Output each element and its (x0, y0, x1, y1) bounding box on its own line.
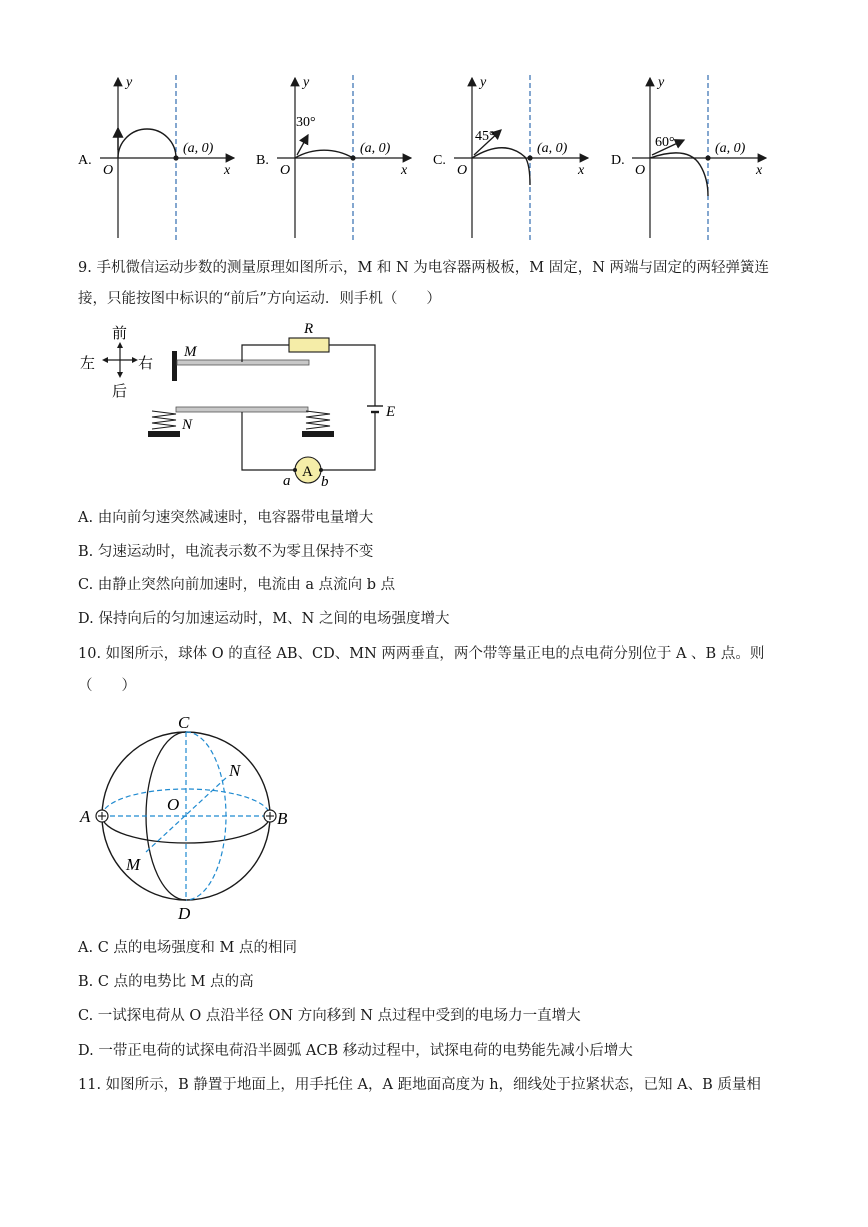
svg-text:N: N (182, 417, 193, 433)
svg-text:O: O (167, 795, 180, 814)
option-letter: C. (433, 153, 446, 168)
point-label: (a, 0) (537, 141, 568, 156)
angle-label: 45° (475, 129, 495, 144)
y-label: y (658, 75, 665, 90)
angle-label: 30° (296, 115, 316, 130)
graph-d (611, 75, 766, 240)
y-label: y (126, 75, 133, 90)
q9-circuit-figure (70, 318, 410, 493)
origin-label: O (635, 163, 646, 178)
resistor-r (289, 338, 329, 352)
q10-stem-line1: 10. 如图所示，球体 O 的直径 AB、CD、MN 两两垂直，两个带等量正电的点电荷分别位于 A 、B 点。则 (78, 646, 765, 662)
svg-text:N: N (229, 761, 241, 780)
direction-indicator (80, 325, 153, 400)
svg-text:右: 右 (138, 356, 154, 372)
option-letter: B. (256, 153, 269, 168)
graph-c (433, 75, 588, 240)
angle-label: 60° (655, 135, 675, 150)
option-letter: D. (611, 153, 625, 168)
q10-option-b: B. C 点的电势比 M 点的高 (78, 974, 254, 990)
q9-option-b: B. 匀速运动时，电流表示数不为零且保持不变 (78, 544, 374, 560)
q9-option-c: C. 由静止突然向前加速时，电流由 a 点流向 b 点 (78, 577, 396, 593)
svg-text:M: M (184, 344, 197, 360)
y-label: y (303, 75, 310, 90)
q10-option-a: A. C 点的电场强度和 M 点的相同 (78, 940, 297, 956)
charge-b (264, 810, 276, 822)
options-graphs (0, 0, 868, 250)
svg-text:左: 左 (80, 356, 96, 372)
origin-label: O (280, 163, 291, 178)
y-label: y (480, 75, 487, 90)
point-label: (a, 0) (360, 141, 391, 156)
origin-label: O (457, 163, 468, 178)
svg-text:A: A (80, 807, 91, 826)
q10-option-d: D. 一带正电荷的试探电荷沿半圆弧 ACB 移动过程中，试探电荷的电势能先减小后增大 (78, 1043, 633, 1059)
graph-a (78, 75, 234, 240)
svg-text:B: B (277, 809, 288, 828)
x-label: x (224, 163, 231, 178)
q9-stem-line1: 9. 手机微信运动步数的测量原理如图所示，M 和 N 为电容器两极板，M 固定，N 两端与固定的两轻弹簧连 (78, 260, 770, 276)
svg-text:C: C (178, 713, 190, 732)
svg-text:A: A (302, 464, 313, 480)
graph-b (256, 75, 411, 240)
svg-text:D: D (178, 904, 191, 923)
svg-text:b: b (321, 474, 329, 490)
svg-text:E: E (386, 404, 396, 420)
q10-sphere-figure (70, 706, 310, 931)
origin-label: O (103, 163, 114, 178)
q9-option-d: D. 保持向后的匀加速运动时，M、N 之间的电场强度增大 (78, 611, 450, 627)
q10-option-c: C. 一试探电荷从 O 点沿半径 ON 方向移到 N 点过程中受到的电场力一直增大 (78, 1008, 581, 1024)
x-label: x (756, 163, 763, 178)
q9-stem-line2: 接，只能按图中标识的“前后”方向运动．则手机（ ） (78, 291, 441, 307)
svg-text:前: 前 (112, 326, 128, 342)
svg-text:M: M (126, 855, 141, 874)
point-label: (a, 0) (183, 141, 214, 156)
x-label: x (401, 163, 408, 178)
point-label: (a, 0) (715, 141, 746, 156)
svg-text:R: R (304, 321, 314, 337)
q9-option-a: A. 由向前匀速突然减速时，电容器带电量增大 (78, 510, 374, 526)
q11-stem-line1: 11. 如图所示，B 静置于地面上，用手托住 A，A 距地面高度为 h，细线处于拉紧状态，已知 A、B 质量相 (78, 1077, 761, 1093)
plate-n (148, 407, 334, 437)
x-label: x (578, 163, 585, 178)
svg-text:a: a (283, 473, 291, 489)
svg-text:后: 后 (112, 384, 128, 400)
option-letter: A. (78, 153, 92, 168)
q10-stem-line2: （ ） (78, 678, 136, 694)
charge-a (96, 810, 108, 822)
